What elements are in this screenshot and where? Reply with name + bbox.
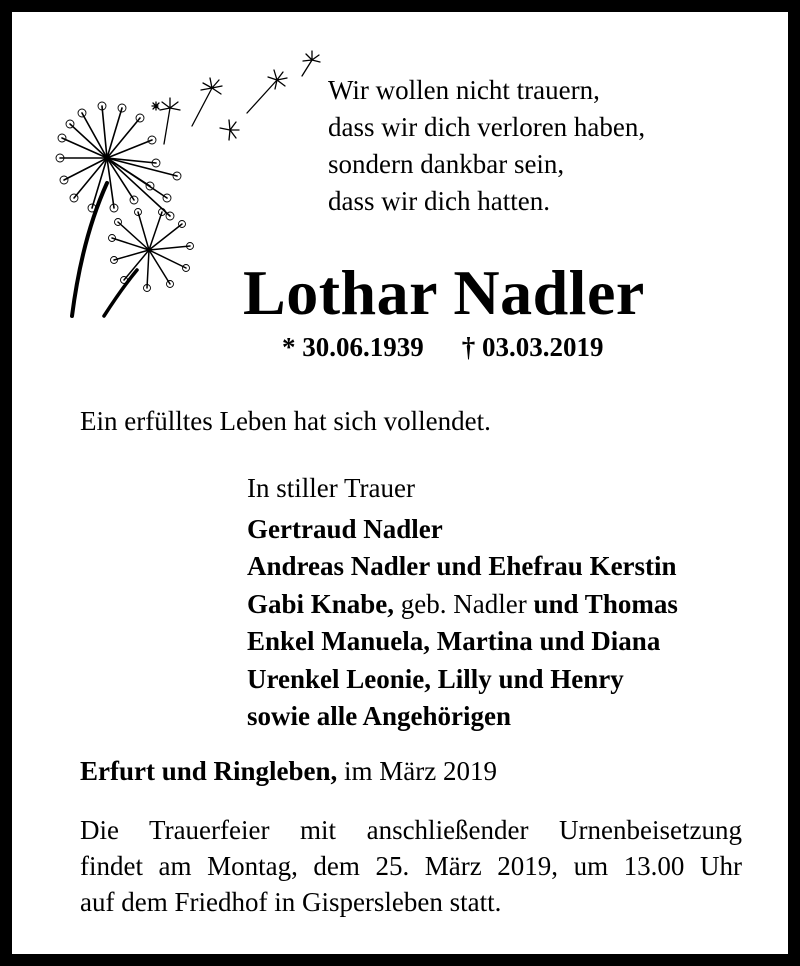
- maiden-name: geb. Nadler: [400, 588, 527, 619]
- mourner-line: Enkel Manuela, Martina und Diana: [247, 626, 661, 656]
- mourner-line: Gertraud Nadler: [247, 513, 443, 544]
- mourners-intro: In stiller Trauer: [247, 473, 415, 503]
- mourner-line: [247, 586, 678, 624]
- mourner-name: Gabi Knabe,: [247, 588, 395, 619]
- poem-line: dass wir dich hatten.: [328, 186, 550, 216]
- birth-date: * 30.06.1939: [282, 332, 424, 362]
- mourners-list: [247, 470, 678, 736]
- deceased-name: Lothar Nadler: [243, 257, 645, 328]
- poem-line: dass wir dich verloren haben,: [328, 112, 646, 142]
- mourner-name: und Thomas: [533, 588, 678, 619]
- service-info: [80, 812, 742, 920]
- mourner-line: Andreas Nadler und Ehefrau Kerstin: [247, 551, 677, 581]
- poem-line: sondern dankbar sein,: [328, 149, 565, 179]
- month-year: im März 2019: [344, 756, 498, 786]
- service-line: auf dem Friedhof in Gispersleben statt.: [80, 887, 502, 917]
- mourner-line: Urenkel Leonie, Lilly und Henry: [247, 663, 624, 694]
- mourner-line: sowie alle Angehörigen: [247, 701, 511, 731]
- place-date: [80, 756, 497, 787]
- poem-line: Wir wollen nicht trauern,: [328, 75, 600, 105]
- life-dates: [282, 332, 604, 363]
- poem: [328, 72, 645, 220]
- place: Erfurt und Ringleben,: [80, 756, 338, 786]
- service-line: findet am Montag, dem 25. März 2019, um 13.00 Uhr: [80, 851, 742, 881]
- tagline: Ein erfülltes Leben hat sich vollendet.: [80, 406, 491, 436]
- service-line: Die Trauerfeier mit anschließender Urnenbeisetzung: [80, 815, 742, 845]
- death-date: † 03.03.2019: [461, 332, 604, 362]
